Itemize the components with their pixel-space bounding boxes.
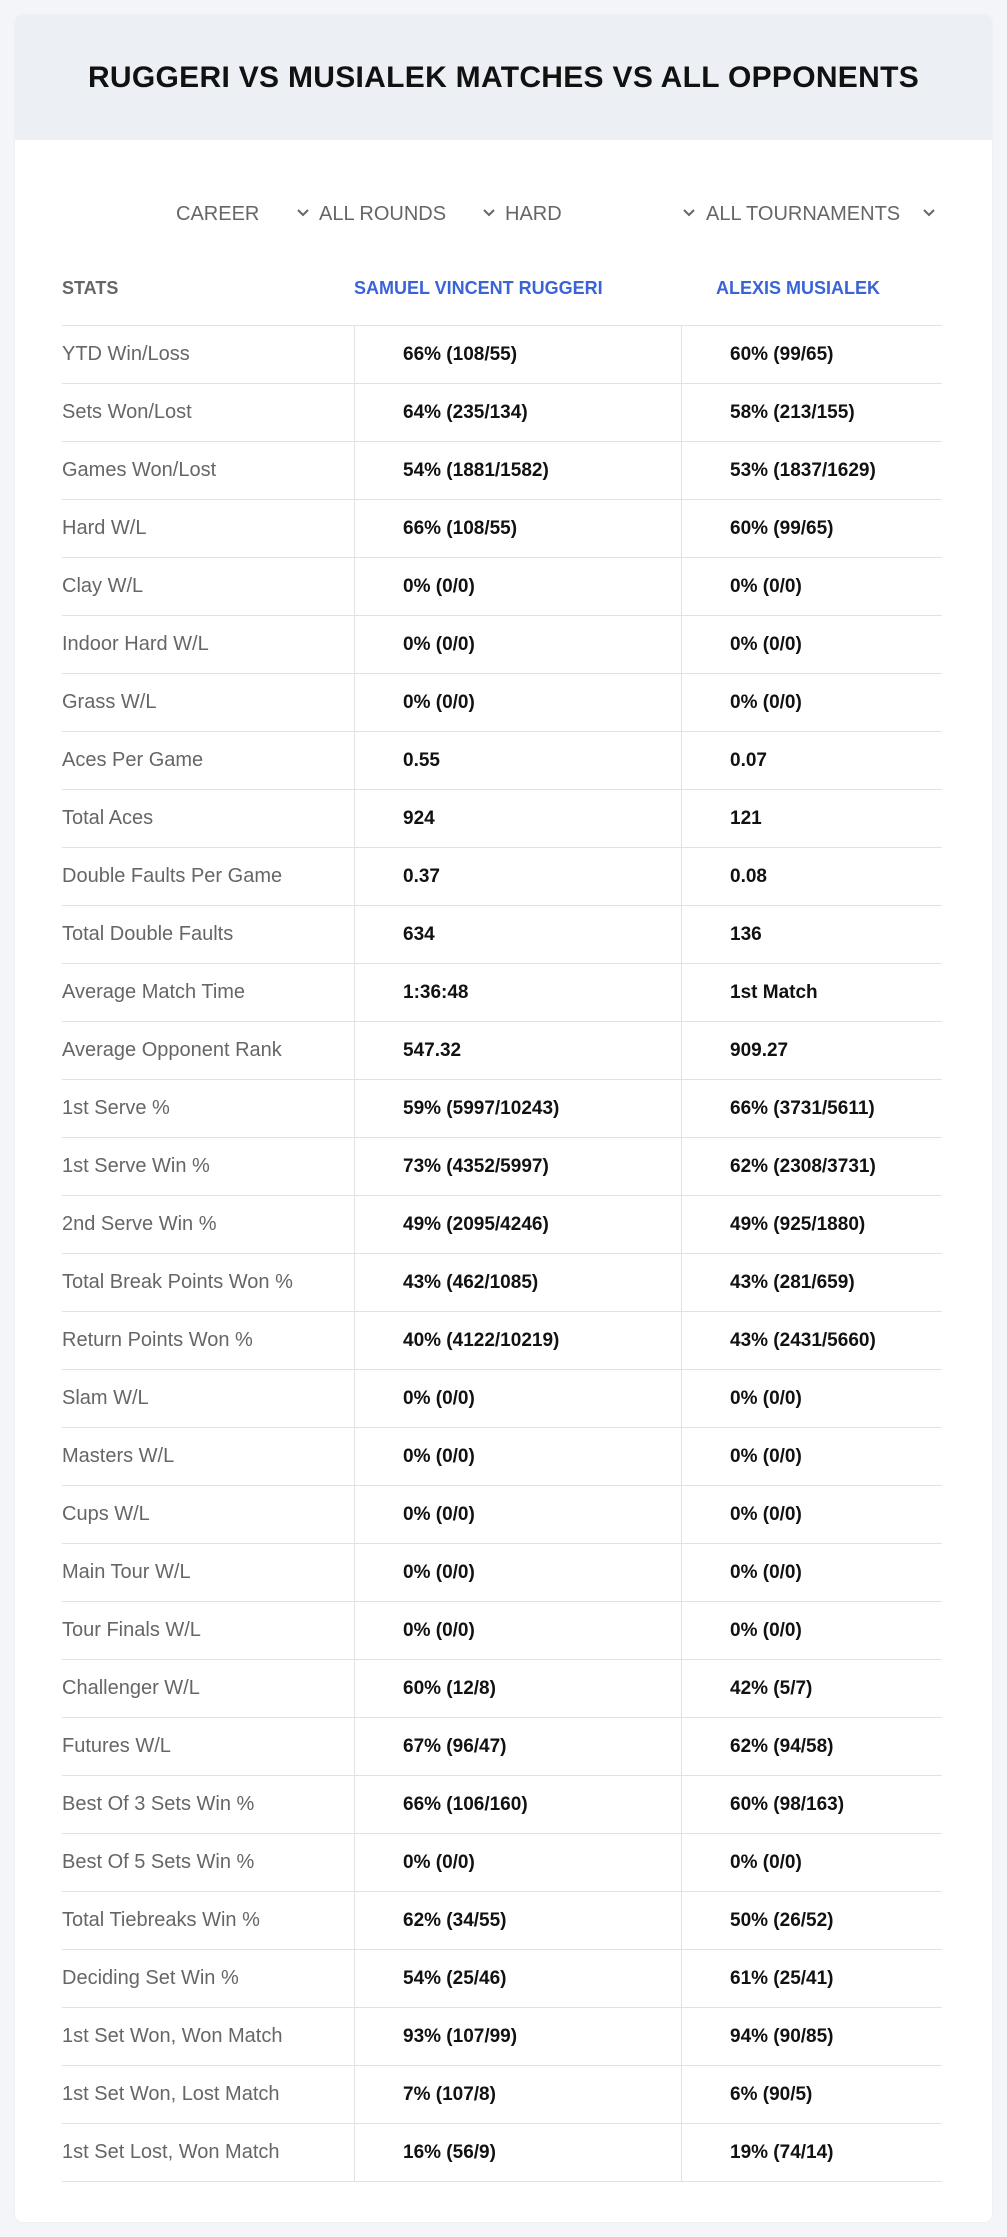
- stat-label: Average Match Time: [62, 981, 246, 1003]
- player2-link[interactable]: ALEXIS MUSIALEK: [716, 277, 881, 298]
- stat-label: Total Aces: [62, 807, 154, 829]
- stat-label: Futures W/L: [62, 1735, 171, 1757]
- table-row: [62, 500, 942, 558]
- player2-value: 0.08: [681, 848, 942, 905]
- player1-value: 0% (0/0): [354, 1370, 681, 1427]
- stats-card: [15, 15, 992, 2222]
- player1-value: 66% (108/55): [354, 500, 681, 557]
- stat-label: Double Faults Per Game: [62, 865, 283, 887]
- player2-value: 53% (1837/1629): [681, 442, 942, 499]
- table-row: [62, 1834, 942, 1892]
- table-row: [62, 1718, 942, 1776]
- page-title: RUGGERI VS MUSIALEK MATCHES VS ALL OPPONENTS: [87, 60, 920, 94]
- table-row: [62, 384, 942, 442]
- surface-select-label: HARD: [505, 202, 562, 225]
- stat-label: 1st Serve %: [62, 1097, 170, 1119]
- table-row: [62, 2066, 942, 2124]
- player1-value: 67% (96/47): [354, 1718, 681, 1775]
- player1-value: 0% (0/0): [354, 1544, 681, 1601]
- table-row: [62, 1080, 942, 1138]
- table-row: [62, 1602, 942, 1660]
- player1-value: 547.32: [354, 1022, 681, 1079]
- table-row: [62, 1370, 942, 1428]
- player2-value: 60% (98/163): [681, 1776, 942, 1833]
- stat-label: Best Of 5 Sets Win %: [62, 1851, 255, 1873]
- stat-label: Slam W/L: [62, 1387, 149, 1409]
- tournaments-select[interactable]: [706, 194, 939, 234]
- chevron-down-icon: [293, 203, 313, 223]
- table-row: [62, 1022, 942, 1080]
- player2-value: 0.07: [681, 732, 942, 789]
- stats-table: [62, 251, 942, 2182]
- stat-label: 2nd Serve Win %: [62, 1213, 217, 1235]
- player1-value: 60% (12/8): [354, 1660, 681, 1717]
- table-row: [62, 1196, 942, 1254]
- table-row: [62, 1486, 942, 1544]
- rounds-select[interactable]: [319, 194, 499, 234]
- player2-value: 909.27: [681, 1022, 942, 1079]
- stat-label: Deciding Set Win %: [62, 1967, 239, 1989]
- player2-value: 62% (2308/3731): [681, 1138, 942, 1195]
- stat-label: Main Tour W/L: [62, 1561, 191, 1583]
- stat-label: Challenger W/L: [62, 1677, 200, 1699]
- stat-label: 1st Serve Win %: [62, 1155, 210, 1177]
- stat-label: Average Opponent Rank: [62, 1039, 282, 1061]
- stat-label: 1st Set Won, Won Match: [62, 2025, 283, 2047]
- table-row: [62, 1544, 942, 1602]
- stat-label: Grass W/L: [62, 691, 157, 713]
- player1-value: 59% (5997/10243): [354, 1080, 681, 1137]
- player1-value: 73% (4352/5997): [354, 1138, 681, 1195]
- period-select[interactable]: [176, 194, 313, 234]
- player2-value: 0% (0/0): [681, 1544, 942, 1601]
- player1-value: 93% (107/99): [354, 2008, 681, 2065]
- player2-value: 0% (0/0): [681, 1602, 942, 1659]
- player1-value: 43% (462/1085): [354, 1254, 681, 1311]
- player2-value: 121: [681, 790, 942, 847]
- table-row: [62, 848, 942, 906]
- table-row: [62, 1254, 942, 1312]
- stat-label: Clay W/L: [62, 575, 144, 597]
- player1-value: 16% (56/9): [354, 2124, 681, 2181]
- player1-value: 62% (34/55): [354, 1892, 681, 1949]
- player2-value: 60% (99/65): [681, 500, 942, 557]
- player1-value: 0% (0/0): [354, 1486, 681, 1543]
- player2-value: 0% (0/0): [681, 616, 942, 673]
- stat-label: 1st Set Lost, Won Match: [62, 2141, 280, 2163]
- table-row: [62, 2008, 942, 2066]
- table-row: [62, 1950, 942, 2008]
- player1-value: 0% (0/0): [354, 616, 681, 673]
- table-row: [62, 732, 942, 790]
- table-row: [62, 326, 942, 384]
- tournaments-select-label: ALL TOURNAMENTS: [706, 202, 901, 225]
- player1-value: 54% (1881/1582): [354, 442, 681, 499]
- table-row: [62, 1892, 942, 1950]
- player1-value: 0% (0/0): [354, 674, 681, 731]
- player2-value: 136: [681, 906, 942, 963]
- stat-label: Total Break Points Won %: [62, 1271, 293, 1293]
- table-row: [62, 674, 942, 732]
- table-row: [62, 1312, 942, 1370]
- player2-value: 0% (0/0): [681, 1486, 942, 1543]
- stat-label: Hard W/L: [62, 517, 147, 539]
- stat-label: Total Double Faults: [62, 923, 234, 945]
- player1-value: 0% (0/0): [354, 558, 681, 615]
- period-select-label: CAREER: [176, 202, 260, 225]
- player2-value: 58% (213/155): [681, 384, 942, 441]
- player1-value: 0.55: [354, 732, 681, 789]
- player1-value: 0% (0/0): [354, 1834, 681, 1891]
- player1-value: 7% (107/8): [354, 2066, 681, 2123]
- player2-value: 60% (99/65): [681, 326, 942, 383]
- player1-value: 924: [354, 790, 681, 847]
- stat-label: Best Of 3 Sets Win %: [62, 1793, 255, 1815]
- player2-value: 42% (5/7): [681, 1660, 942, 1717]
- stat-label: Total Tiebreaks Win %: [62, 1909, 260, 1931]
- stat-label: Cups W/L: [62, 1503, 150, 1525]
- player2-value: 66% (3731/5611): [681, 1080, 942, 1137]
- table-row: [62, 1428, 942, 1486]
- player1-value: 0.37: [354, 848, 681, 905]
- stat-label: Return Points Won %: [62, 1329, 253, 1351]
- player2-value: 0% (0/0): [681, 674, 942, 731]
- player1-value: 0% (0/0): [354, 1602, 681, 1659]
- table-row: [62, 964, 942, 1022]
- stat-label: Aces Per Game: [62, 749, 204, 771]
- player2-value: 19% (74/14): [681, 2124, 942, 2181]
- player1-value: 64% (235/134): [354, 384, 681, 441]
- player2-value: 0% (0/0): [681, 1370, 942, 1427]
- player1-value: 634: [354, 906, 681, 963]
- player2-value: 94% (90/85): [681, 2008, 942, 2065]
- player2-value: 0% (0/0): [681, 1834, 942, 1891]
- player1-value: 1:36:48: [354, 964, 681, 1021]
- stat-label: Sets Won/Lost: [62, 401, 192, 423]
- chevron-down-icon: [479, 203, 499, 223]
- table-header-row: [62, 251, 942, 326]
- stat-label: Masters W/L: [62, 1445, 175, 1467]
- player2-value: 62% (94/58): [681, 1718, 942, 1775]
- player2-value: 61% (25/41): [681, 1950, 942, 2007]
- stat-label: Indoor Hard W/L: [62, 633, 209, 655]
- player2-value: 6% (90/5): [681, 2066, 942, 2123]
- player2-value: 1st Match: [681, 964, 942, 1021]
- player2-value: 43% (281/659): [681, 1254, 942, 1311]
- table-row: [62, 906, 942, 964]
- player1-value: 40% (4122/10219): [354, 1312, 681, 1369]
- table-body: [62, 326, 942, 2182]
- stat-label: 1st Set Won, Lost Match: [62, 2083, 280, 2105]
- chevron-down-icon: [919, 203, 939, 223]
- stat-label: YTD Win/Loss: [62, 343, 190, 365]
- page-header: [15, 15, 992, 140]
- player2-value: 0% (0/0): [681, 1428, 942, 1485]
- rounds-select-label: ALL ROUNDS: [319, 202, 447, 225]
- player1-value: 0% (0/0): [354, 1428, 681, 1485]
- stats-column-header: STATS: [62, 277, 119, 298]
- table-row: [62, 2124, 942, 2182]
- player2-value: 0% (0/0): [681, 558, 942, 615]
- stat-label: Tour Finals W/L: [62, 1619, 201, 1641]
- player1-value: 54% (25/46): [354, 1950, 681, 2007]
- surface-select[interactable]: [505, 194, 699, 234]
- table-row: [62, 1776, 942, 1834]
- table-row: [62, 442, 942, 500]
- table-row: [62, 790, 942, 848]
- player2-value: 49% (925/1880): [681, 1196, 942, 1253]
- player1-link[interactable]: SAMUEL VINCENT RUGGERI: [354, 277, 603, 298]
- table-row: [62, 1138, 942, 1196]
- filter-bar: [15, 194, 992, 256]
- table-row: [62, 1660, 942, 1718]
- player2-value: 43% (2431/5660): [681, 1312, 942, 1369]
- stat-label: Games Won/Lost: [62, 459, 217, 481]
- table-row: [62, 558, 942, 616]
- chevron-down-icon: [679, 203, 699, 223]
- player2-value: 50% (26/52): [681, 1892, 942, 1949]
- player1-value: 49% (2095/4246): [354, 1196, 681, 1253]
- player1-value: 66% (108/55): [354, 326, 681, 383]
- player1-value: 66% (106/160): [354, 1776, 681, 1833]
- table-row: [62, 616, 942, 674]
